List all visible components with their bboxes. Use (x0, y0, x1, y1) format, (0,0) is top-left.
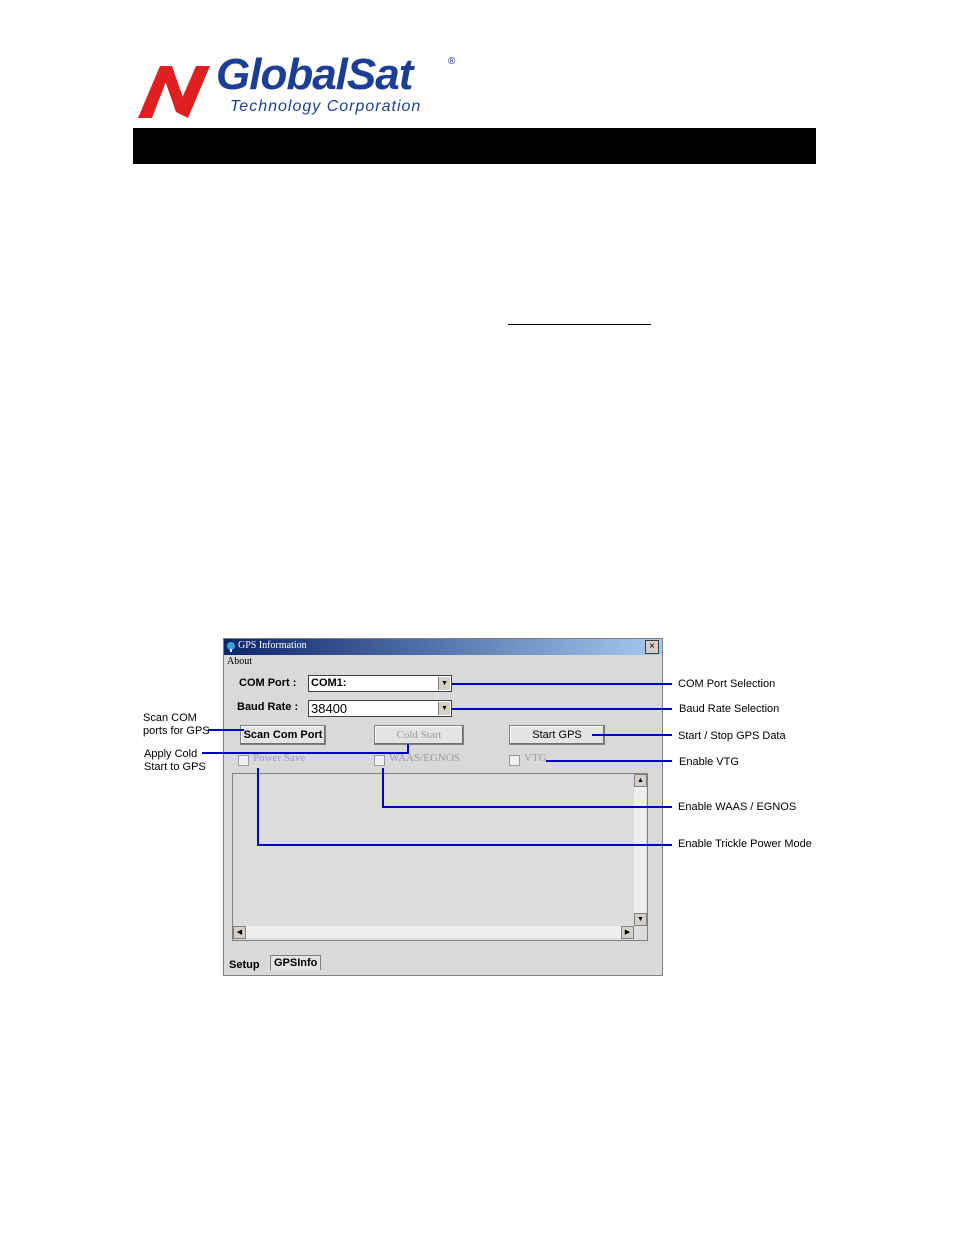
logo-subtitle: Technology Corporation (230, 98, 422, 115)
callout-vtg: Enable VTG (679, 756, 739, 768)
scan-com-port-button[interactable]: Scan Com Port (240, 725, 326, 745)
close-button[interactable]: × (645, 640, 659, 654)
logo-brand-text: GlobalSat (216, 50, 413, 99)
com-port-label: COM Port : (239, 677, 297, 689)
menu-item-about[interactable]: About (227, 656, 252, 667)
vtg-label: VTG (524, 752, 547, 764)
scroll-up-icon[interactable]: ▲ (634, 774, 647, 787)
callout-scan-line2: ports for GPS (143, 725, 210, 737)
baud-rate-label: Baud Rate : (237, 701, 299, 713)
scroll-left-icon[interactable]: ◀ (233, 926, 246, 939)
start-gps-button[interactable]: Start GPS (509, 725, 605, 745)
tab-setup[interactable]: Setup (229, 959, 260, 971)
callout-line-cold (202, 744, 408, 753)
chevron-down-icon[interactable]: ▼ (438, 702, 450, 715)
chevron-down-icon[interactable]: ▼ (438, 677, 450, 690)
registered-mark: ® (448, 56, 456, 67)
callout-com-port: COM Port Selection (678, 678, 776, 690)
callout-line-waas (383, 768, 672, 807)
callout-baud-rate: Baud Rate Selection (679, 703, 780, 715)
scroll-down-icon[interactable]: ▼ (634, 913, 647, 926)
waas-egnos-label: WAAS/EGNOS (389, 752, 460, 764)
com-port-value: COM1: (311, 677, 347, 689)
callout-scan-line1: Scan COM (143, 712, 197, 724)
baud-rate-value: 38400 (311, 701, 348, 716)
callout-trickle: Enable Trickle Power Mode (678, 838, 812, 850)
callout-cold-line2: Start to GPS (144, 761, 206, 773)
callout-waas: Enable WAAS / EGNOS (678, 801, 797, 813)
cold-start-button[interactable]: Cold Start (374, 725, 464, 745)
power-save-label: Power Save (253, 752, 306, 764)
window-title: GPS Information (238, 640, 307, 651)
callout-cold-line1: Apply Cold (144, 748, 198, 760)
tab-gpsinfo[interactable]: GPSInfo (270, 955, 321, 970)
callout-start-stop: Start / Stop GPS Data (678, 730, 786, 742)
scroll-right-icon[interactable]: ▶ (621, 926, 634, 939)
